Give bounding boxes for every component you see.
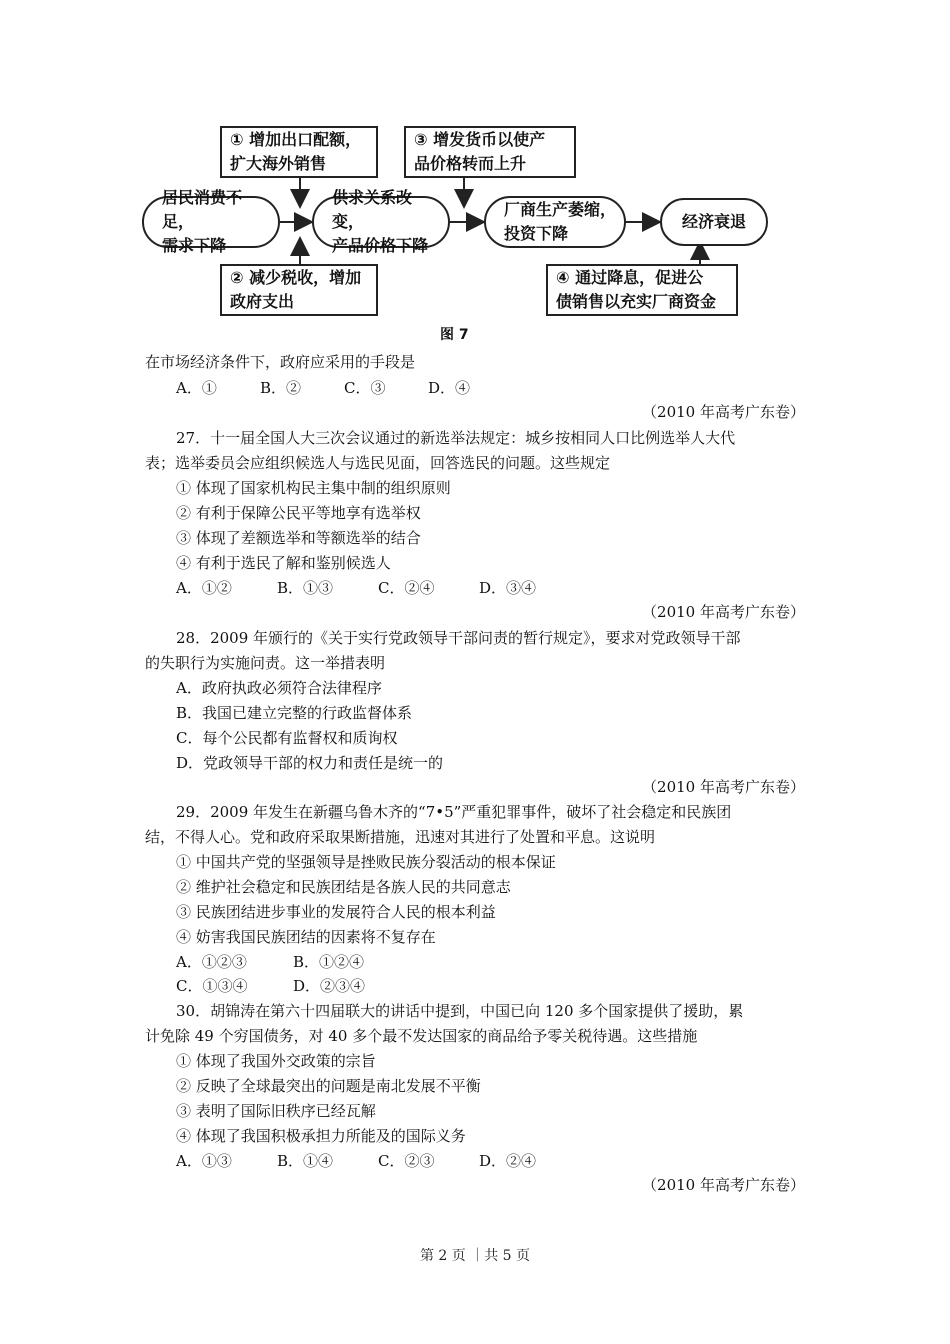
figure-caption: 图 7 xyxy=(440,327,469,343)
q27-option-c: C．②④ xyxy=(378,579,435,597)
q29-option-b: B．①②④ xyxy=(293,953,365,971)
measure-box-4: ④ 通过降息，促进公 债销售以充实厂商资金 xyxy=(546,264,738,316)
q27-source: （2010 年高考广东卷） xyxy=(642,603,805,621)
q26-options xyxy=(176,378,470,398)
q30-item-3: ③ 表明了国际旧秩序已经瓦解 xyxy=(176,1102,376,1120)
q30-option-b: B．①④ xyxy=(277,1152,334,1170)
q28-option-c: C．每个公民都有监督权和质询权 xyxy=(176,729,398,747)
q28-option-a: A．政府执政必须符合法律程序 xyxy=(176,679,382,697)
q27-item-3: ③ 体现了差额选举和等额选举的结合 xyxy=(176,529,421,547)
q29-item-3: ③ 民族团结进步事业的发展符合人民的根本利益 xyxy=(176,903,496,921)
q27-stem-line2: 表；选举委员会应组织候选人与选民见面，回答选民的问题。这些规定 xyxy=(145,454,611,472)
q26-stem: 在市场经济条件下，政府应采用的手段是 xyxy=(145,353,416,371)
q29-item-2: ② 维护社会稳定和民族团结是各族人民的共同意志 xyxy=(176,878,511,896)
q27-item-1: ① 体现了国家机构民主集中制的组织原则 xyxy=(176,479,451,497)
q30-source: （2010 年高考广东卷） xyxy=(642,1176,805,1194)
q26-option-b: B．② xyxy=(260,379,302,397)
q30-item-2: ② 反映了全球最突出的问题是南北发展不平衡 xyxy=(176,1077,481,1095)
measure-box-3: ③ 增发货币以使产 品价格转而上升 xyxy=(404,126,576,178)
q28-stem-line2: 的失职行为实施问责。这一举措表明 xyxy=(145,654,386,672)
q28-option-b: B．我国已建立完整的行政监督体系 xyxy=(176,704,413,722)
q29-item-1: ① 中国共产党的坚强领导是挫败民族分裂活动的根本保证 xyxy=(176,853,556,871)
node-supply-demand: 供求关系改变， 产品价格下降 xyxy=(312,196,450,248)
q29-option-c: C．①③④ xyxy=(176,977,248,995)
q27-option-d: D．③④ xyxy=(479,579,537,597)
q29-item-4: ④ 妨害我国民族团结的因素将不复存在 xyxy=(176,928,436,946)
node-production: 厂商生产萎缩， 投资下降 xyxy=(484,196,626,248)
q26-option-c: C．③ xyxy=(344,379,386,397)
q27-option-a: A．①② xyxy=(176,579,232,597)
measure-box-1: ① 增加出口配额， 扩大海外销售 xyxy=(220,126,378,178)
diagram-arrows xyxy=(0,0,950,360)
q29-options-row2 xyxy=(176,976,365,996)
q30-stem-line1: 30．胡锦涛在第六十四届联大的讲话中提到，中国已向 120 多个国家提供了援助，累 xyxy=(176,1002,744,1020)
q29-stem-line2: 结，不得人心。党和政府采取果断措施，迅速对其进行了处置和平息。这说明 xyxy=(145,828,656,846)
q28-source: （2010 年高考广东卷） xyxy=(642,778,805,796)
node-recession: 经济衰退 xyxy=(660,198,768,246)
q27-item-2: ② 有利于保障公民平等地享有选举权 xyxy=(176,504,421,522)
q29-option-a: A．①②③ xyxy=(176,953,247,971)
q30-item-1: ① 体现了我国外交政策的宗旨 xyxy=(176,1052,376,1070)
node-consumption: 居民消费不足， 需求下降 xyxy=(142,196,280,248)
q26-source: （2010 年高考广东卷） xyxy=(642,403,805,421)
q28-option-d: D．党政领导干部的权力和责任是统一的 xyxy=(176,754,444,772)
q26-option-d: D．④ xyxy=(428,379,471,397)
q30-option-d: D．②④ xyxy=(479,1152,537,1170)
page-footer: 第 2 页 ｜共 5 页 xyxy=(419,1248,531,1264)
q29-options-row1 xyxy=(176,952,364,972)
q27-options xyxy=(176,578,536,598)
q29-option-d: D．②③④ xyxy=(293,977,366,995)
q30-option-c: C．②③ xyxy=(378,1152,435,1170)
flow-diagram xyxy=(0,0,950,360)
q27-item-4: ④ 有利于选民了解和鉴别候选人 xyxy=(176,554,391,572)
q29-stem-line1: 29．2009 年发生在新疆乌鲁木齐的“7•5”严重犯罪事件，破坏了社会稳定和民族团 xyxy=(176,803,732,821)
q27-option-b: B．①③ xyxy=(277,579,334,597)
q30-item-4: ④ 体现了我国积极承担力所能及的国际义务 xyxy=(176,1127,466,1145)
measure-box-2: ② 减少税收，增加 政府支出 xyxy=(220,264,378,316)
q26-option-a: A．① xyxy=(176,379,217,397)
q30-options xyxy=(176,1151,536,1171)
q30-option-a: A．①③ xyxy=(176,1152,232,1170)
q27-stem-line1: 27．十一届全国人大三次会议通过的新选举法规定：城乡按相同人口比例选举人大代 xyxy=(176,429,736,447)
q30-stem-line2: 计免除 49 个穷国债务，对 40 多个最不发达国家的商品给予零关税待遇。这些措施 xyxy=(145,1027,698,1045)
q28-stem-line1: 28．2009 年颁行的《关于实行党政领导干部问责的暂行规定》，要求对党政领导干部 xyxy=(176,629,741,647)
